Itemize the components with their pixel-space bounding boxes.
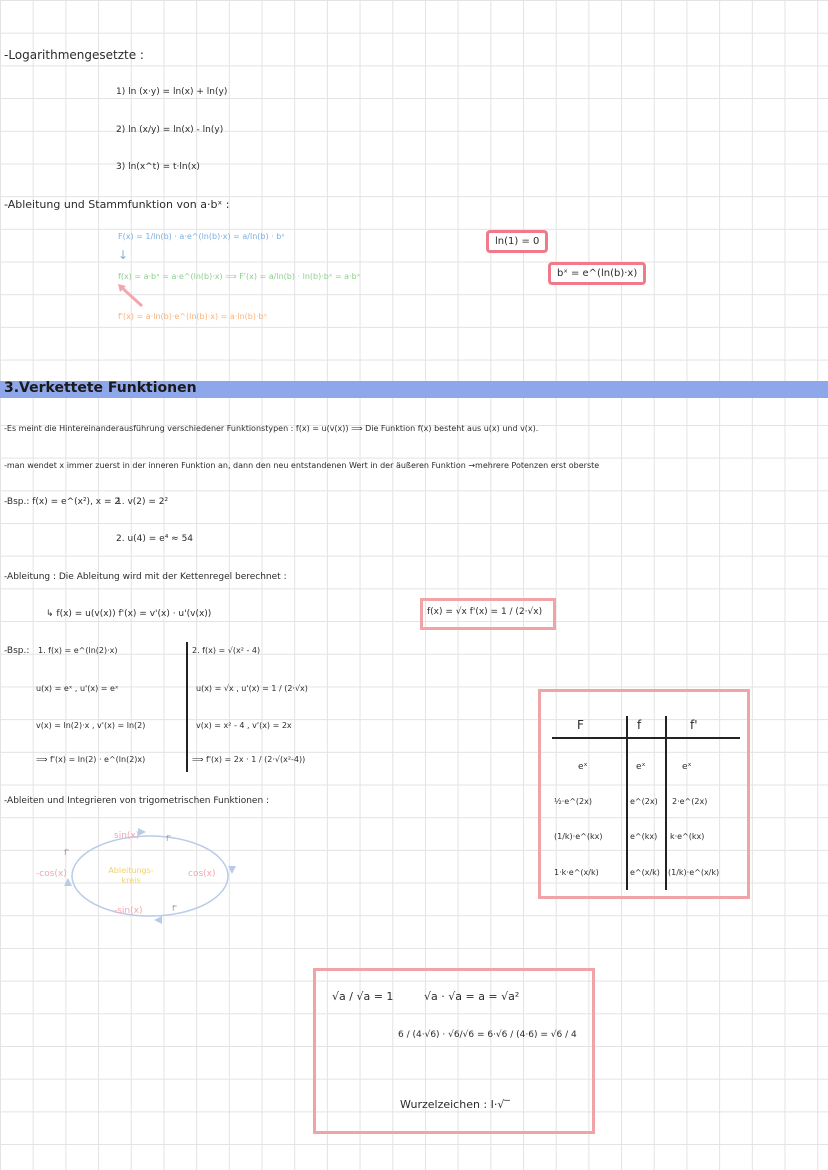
circle-center-label: Ableitungs- kreis xyxy=(108,866,154,885)
table-header-f: f xyxy=(637,718,642,732)
trig-heading: -Ableiten und Integrieren von trigometrischen Funktionen : xyxy=(4,796,270,806)
ex1-function: 1. f(x) = e^(ln(2)·x) xyxy=(38,646,118,655)
table-cell: e^(2x) xyxy=(630,797,658,806)
sqrt-rule-2: √a · √a = a = √a² xyxy=(424,990,520,1003)
ex1-v: v(x) = ln(2)·x , v'(x) = ln(2) xyxy=(36,721,146,730)
ex2-u: u(x) = √x , u'(x) = 1 / (2·√x) xyxy=(196,684,308,693)
bsp-step-2: 2. u(4) = e⁴ ≈ 54 xyxy=(116,534,194,544)
ex1-result: ⟹ f'(x) = ln(2) · e^(ln(2)x) xyxy=(36,755,146,764)
fprime-mark-3: f' xyxy=(172,904,178,913)
examples-divider xyxy=(186,642,188,772)
table-cell: eˣ xyxy=(682,762,692,772)
arrow-down-icon: ↓ xyxy=(118,248,129,262)
log-rule-2: 2) ln (x/y) = ln(x) - ln(y) xyxy=(116,125,224,135)
fprime-mark-2: f' xyxy=(64,848,70,857)
ln1-pill: ln(1) = 0 xyxy=(486,230,548,253)
log-heading: -Logarithmengesetzte : xyxy=(4,48,144,62)
sqrt-rule-1: √a / √a = 1 xyxy=(332,990,394,1003)
section-title: 3.Verkettete Funktionen xyxy=(4,380,197,396)
abl-heading: -Ableitung : Die Ableitung wird mit der Kettenregel berechnet : xyxy=(4,572,287,582)
log-rule-3: 3) ln(x^t) = t·ln(x) xyxy=(116,162,200,172)
log-rule-1: 1) ln (x·y) = ln(x) + ln(y) xyxy=(116,87,228,97)
neg-cos-label: -cos(x) xyxy=(36,869,67,879)
ex1-u: u(x) = eˣ , u'(x) = eˣ xyxy=(36,684,119,693)
bsp-step-1: 1. v(2) = 2² xyxy=(116,497,169,507)
table-cell: 2·e^(2x) xyxy=(672,797,708,806)
chain-line-2: -man wendet x immer zuerst in der inneren Funktion an, dann den neu entstandenen Wert in der äußeren Funktion →mehrere Potenzen erst oberste xyxy=(4,461,600,470)
abl-rule: ↳ f(x) = u(v(x)) f'(x) = v'(x) · u'(v(x)) xyxy=(46,609,212,619)
table-header-rule xyxy=(552,737,740,739)
table-cell: eˣ xyxy=(578,762,588,772)
ex2-function: 2. f(x) = √(x² - 4) xyxy=(192,646,261,655)
deriv-heading: -Ableitung und Stammfunktion von a·bˣ : xyxy=(4,198,230,211)
table-cell: e^(kx) xyxy=(630,832,658,841)
sqrt-sign-label: Wurzelzeichen : I·√‾ xyxy=(400,1098,510,1111)
sin-label: sin(x) xyxy=(114,831,140,841)
table-cell: (1/k)·e^(kx) xyxy=(554,832,603,841)
sqrt-derivative-text: f(x) = √x f'(x) = 1 / (2·√x) xyxy=(427,607,543,617)
table-cell: k·e^(kx) xyxy=(670,832,705,841)
table-header-F: F xyxy=(577,718,584,732)
deriv-f-line: f(x) = a·bˣ = a·e^(ln(b)·x) ⟹ F'(x) = a/ln(b) · ln(b)·bˣ = a·bˣ xyxy=(118,272,361,281)
examples-label: -Bsp.: xyxy=(4,646,30,656)
fprime-mark-1: f' xyxy=(166,834,172,843)
table-header-fprime: f' xyxy=(690,718,698,732)
deriv-F-line: F(x) = 1/ln(b) · a·e^(ln(b)·x) = a/ln(b) · bˣ xyxy=(118,232,285,241)
cos-label: cos(x) xyxy=(188,869,216,879)
ex2-v: v(x) = x² - 4 , v'(x) = 2x xyxy=(196,721,292,730)
neg-sin-label: -sin(x) xyxy=(114,906,143,916)
deriv-fprime-line: f'(x) = a·ln(b)·e^(ln(b)·x) = a·ln(b)·bˣ xyxy=(118,312,268,321)
table-col-rule-2 xyxy=(665,716,667,890)
bx-pill: bˣ = e^(ln(b)·x) xyxy=(548,262,646,285)
table-cell: eˣ xyxy=(636,762,646,772)
table-cell: e^(x/k) xyxy=(630,868,660,877)
bsp-label: -Bsp.: f(x) = e^(x²), x = 2 xyxy=(4,497,121,507)
table-cell: ½·e^(2x) xyxy=(554,797,592,806)
chain-line-1: -Es meint die Hintereinanderausführung verschiedener Funktionstypen : f(x) = u(v(x)) ⟹ Die Funktion f(x) besteht aus u(x) und v(x). xyxy=(4,424,539,433)
table-col-rule-1 xyxy=(626,716,628,890)
table-cell: (1/k)·e^(x/k) xyxy=(668,868,720,877)
diagonal-arrow-icon xyxy=(116,282,146,308)
sqrt-rule-3: 6 / (4·√6) · √6/√6 = 6·√6 / (4·6) = √6 / 4 xyxy=(398,1030,577,1040)
ex2-result: ⟹ f'(x) = 2x · 1 / (2·√(x²-4)) xyxy=(192,755,306,764)
table-cell: 1·k·e^(x/k) xyxy=(554,868,599,877)
